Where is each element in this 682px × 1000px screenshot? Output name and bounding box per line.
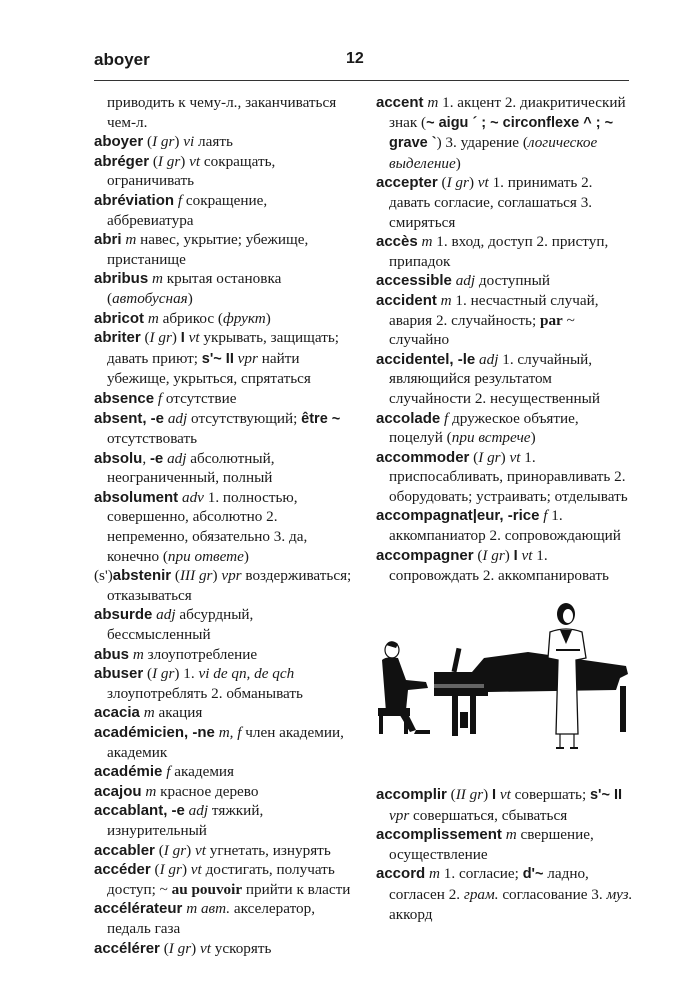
- entry-headword: accommoder: [376, 448, 470, 466]
- entry-grammar-label: m: [147, 309, 159, 327]
- entry-text: крытая остановка (: [107, 270, 282, 307]
- dictionary-entry: [376, 825, 634, 864]
- entry-grammar-label: vpr: [389, 806, 410, 824]
- page-header: [94, 48, 629, 81]
- entry-text: (: [154, 841, 164, 859]
- entry-grammar-label: vpr: [237, 349, 258, 367]
- dictionary-entry: [94, 449, 356, 488]
- entry-text: 1. аккомпаниатор 2. сопровождающий: [389, 507, 621, 545]
- entry-headword: acacia: [94, 704, 140, 722]
- entry-text: красное дерево: [156, 782, 259, 800]
- entry-grammar-label: vt: [521, 546, 533, 564]
- dictionary-entry: [94, 488, 356, 566]
- entry-text: акселератор, педаль газа: [107, 900, 315, 937]
- entry-text: ): [243, 547, 249, 565]
- entry-grammar-label: грам.: [463, 885, 499, 903]
- dictionary-entry: [94, 939, 356, 959]
- entry-text: ): [171, 329, 181, 347]
- entry-text: être ~: [301, 410, 341, 427]
- page-number: 12: [346, 50, 364, 67]
- entry-headword: accord: [376, 865, 426, 883]
- entry-text: член академии, академик: [107, 724, 344, 761]
- entry-text: ): [191, 939, 200, 957]
- entry-grammar-label: vpr: [221, 567, 242, 585]
- entry-headword: abri: [94, 231, 122, 249]
- entry-grammar-label: I gr: [152, 665, 175, 683]
- entry-grammar-label: I gr: [482, 546, 505, 564]
- dictionary-entry: [94, 132, 356, 152]
- entry-headword: accolade: [376, 409, 441, 427]
- dictionary-entry: [94, 93, 356, 132]
- dictionary-entry: [94, 191, 356, 230]
- dictionary-entry: [94, 762, 356, 782]
- entry-text: злоупотребление: [143, 645, 258, 663]
- entry-headword: aboyer: [94, 133, 144, 151]
- pianist-figure: [378, 641, 430, 734]
- entry-grammar-label: f: [543, 507, 548, 525]
- entry-grammar-label: f: [444, 409, 449, 427]
- running-headword: aboyer: [94, 50, 150, 69]
- entry-grammar-label: f: [177, 191, 183, 209]
- entry-text: ) 1.: [174, 665, 199, 683]
- entry-grammar-label: m: [132, 645, 144, 663]
- dictionary-entry: [376, 546, 634, 586]
- entry-grammar-label: vt: [509, 448, 521, 466]
- dictionary-entry: [376, 232, 634, 271]
- entry-text: акация: [154, 704, 203, 722]
- entry-headword: abréger: [94, 152, 150, 170]
- entry-text: отсутствующий;: [187, 409, 302, 427]
- dictionary-entry: [94, 899, 356, 938]
- entry-grammar-label: автобусная: [112, 289, 188, 307]
- piano-illustration-svg: [376, 600, 634, 760]
- entry-text: 1. сопровождать 2. аккомпанировать: [389, 546, 609, 585]
- entry-text: тяжкий, изнурительный: [107, 802, 264, 839]
- entry-text: доступный: [475, 272, 550, 290]
- entry-grammar-label: I gr: [149, 329, 172, 347]
- entry-grammar-label: m, f: [218, 724, 242, 741]
- entry-text: сокращение, аббревиатура: [107, 191, 268, 229]
- entry-text: (: [150, 861, 160, 879]
- entry-text: ладно, согласен 2.: [389, 865, 589, 903]
- entry-grammar-label: vt: [499, 786, 511, 803]
- entry-text: ): [212, 567, 222, 585]
- entry-text: (: [437, 174, 447, 192]
- dictionary-entry: [94, 152, 356, 191]
- entry-grammar-label: I gr: [446, 174, 469, 192]
- entry-text: укрывать, защищать; давать приют;: [107, 329, 339, 367]
- entry-text: 1. принимать 2. давать согласие, соглашаться 3. смиряться: [389, 174, 593, 231]
- right-column: [376, 93, 634, 586]
- entry-grammar-label: m: [427, 94, 439, 111]
- entry-text: злоупотреблять 2. обманывать: [107, 684, 303, 702]
- entry-grammar-label: adj: [479, 350, 499, 368]
- entry-headword: abricot: [94, 309, 145, 327]
- entry-text: I: [180, 330, 185, 347]
- entry-grammar-label: m авт.: [186, 900, 231, 918]
- entry-headword: accident: [376, 291, 437, 309]
- entry-text: d'~: [522, 866, 544, 883]
- entry-text: согласование 3.: [498, 885, 607, 903]
- entry-grammar-label: при ответе: [167, 547, 244, 565]
- entry-grammar-label: I gr: [157, 152, 181, 170]
- entry-headword: accéder: [94, 861, 151, 879]
- entry-headword: accabler: [94, 841, 155, 859]
- entry-headword: accompagner: [376, 546, 474, 564]
- entry-text: 1. приспосабливать, приноравливать 2. оборудовать; устраивать; отделывать: [389, 448, 628, 505]
- right-column-lower: [376, 785, 634, 924]
- entry-text: аккорд: [389, 905, 433, 923]
- entry-headword: accompagnat|eur, -rice: [376, 507, 540, 525]
- entry-grammar-label: f: [166, 763, 171, 781]
- entry-grammar-label: adj: [188, 802, 209, 820]
- entry-grammar-label: vt: [194, 841, 206, 859]
- entry-text: ): [174, 133, 184, 151]
- entry-grammar-label: vt: [189, 152, 201, 170]
- entry-grammar-label: m: [440, 291, 452, 309]
- entry-text: отсутствовать: [107, 430, 198, 448]
- entry-text: отсутствие: [162, 389, 237, 407]
- entry-text: 1. случайный, являющийся результатом случайности 2. несущественный: [389, 350, 600, 407]
- entry-grammar-label: m: [143, 704, 155, 722]
- entry-text: сокращать, ограничивать: [107, 152, 276, 190]
- dictionary-entry: [376, 864, 634, 924]
- entry-grammar-label: I gr: [152, 133, 175, 151]
- dictionary-entry: [94, 309, 356, 329]
- entry-grammar-label: vt: [188, 329, 200, 347]
- entry-text: (: [149, 152, 158, 170]
- entry-grammar-label: vt: [199, 939, 211, 957]
- dictionary-entry: [94, 645, 356, 665]
- entry-headword: accès: [376, 233, 418, 251]
- entry-grammar-label: I gr: [168, 939, 192, 957]
- entry-headword: absent, -e: [94, 409, 165, 427]
- entry-text: ): [187, 289, 193, 307]
- entry-text: (: [446, 786, 456, 803]
- entry-headword: accélérateur: [94, 900, 183, 918]
- entry-text: 1. полностью, совершенно, абсолютно 2. непременно, обязательно 3. да, конечно (: [107, 488, 308, 565]
- entry-grammar-label: adj: [167, 409, 188, 427]
- entry-text: ~ случайно: [389, 311, 575, 349]
- dictionary-entry: [94, 860, 356, 899]
- entry-text: (: [473, 546, 483, 564]
- entry-text: академия: [170, 763, 235, 781]
- entry-text: абсолютный, неограниченный, полный: [107, 449, 275, 487]
- entry-grammar-label: при встрече: [451, 429, 531, 447]
- entry-text: 1. акцент 2. диакритический знак (: [389, 94, 626, 131]
- entry-grammar-label: m: [421, 233, 433, 251]
- entry-text: s'~ II: [201, 350, 234, 367]
- dictionary-entry: [94, 723, 356, 762]
- entry-text: ) 3. ударение (: [436, 134, 528, 152]
- entry-text: абсурдный, бессмысленный: [107, 606, 254, 644]
- entry-grammar-label: vi: [183, 133, 195, 151]
- entry-grammar-label: vt: [190, 861, 202, 879]
- entry-text: ): [530, 429, 536, 447]
- dictionary-entry: [94, 230, 356, 269]
- entry-text: абрикос (: [158, 309, 223, 327]
- entry-grammar-label: III gr: [179, 567, 213, 585]
- entry-headword: acajou: [94, 782, 142, 800]
- entry-headword: accepter: [376, 174, 438, 192]
- dictionary-entry: [94, 389, 356, 409]
- entry-headword: abribus: [94, 270, 149, 288]
- entry-text: 1. несчастный случай, авария 2. случайность;: [389, 291, 599, 329]
- entry-text: au pouvoir: [171, 880, 243, 898]
- entry-text: навес, укрытие; убежище, пристанище: [107, 231, 309, 268]
- grand-piano: [434, 648, 628, 736]
- entry-text: ): [455, 154, 461, 172]
- entry-text: (s'): [94, 567, 113, 585]
- entry-text: ): [504, 546, 514, 564]
- entry-headword: accidentel, -le: [376, 350, 476, 368]
- entry-headword: absolument: [94, 488, 179, 506]
- entry-text: (: [140, 329, 150, 347]
- dictionary-entry: [94, 566, 356, 605]
- dictionary-entry: [376, 785, 634, 825]
- entry-text: лаять: [194, 133, 233, 151]
- entry-text: угнетать, изнурять: [205, 841, 331, 859]
- dictionary-entry: [94, 328, 356, 389]
- entry-text: ): [180, 152, 190, 170]
- entry-text: ускорять: [210, 939, 272, 957]
- entry-headword: accélérer: [94, 939, 160, 957]
- entry-text: ): [483, 786, 493, 803]
- dictionary-entry: [94, 605, 356, 644]
- entry-grammar-label: adv: [181, 488, 204, 506]
- dictionary-entry: [376, 93, 634, 173]
- entry-headword: -e: [149, 449, 164, 467]
- entry-text: 1. вход, доступ 2. приступ, припадок: [389, 233, 609, 270]
- entry-grammar-label: adj: [167, 449, 187, 467]
- entry-headword: abstenir: [112, 567, 172, 585]
- entry-text: (: [159, 939, 169, 957]
- dictionary-entry: [94, 801, 356, 840]
- entry-text: par: [540, 311, 563, 329]
- entry-text: приводить к чему-л., заканчиваться чем-л.: [107, 94, 337, 131]
- entry-headword: absolu: [94, 449, 143, 467]
- entry-grammar-label: I gr: [159, 861, 182, 879]
- entry-text: прийти к власти: [242, 880, 351, 898]
- entry-grammar-label: vi de qn, de qch: [198, 665, 295, 683]
- entry-headword: abréviation: [94, 191, 175, 209]
- entry-grammar-label: adj: [455, 272, 476, 290]
- entry-headword: accablant, -e: [94, 802, 185, 820]
- entry-headword: accent: [376, 94, 424, 111]
- entry-text: (: [143, 133, 153, 151]
- entry-grammar-label: f: [157, 389, 163, 407]
- entry-text: 1. согласие;: [439, 865, 523, 883]
- dictionary-entry: [94, 782, 356, 802]
- entry-grammar-label: m: [429, 865, 440, 883]
- entry-headword: accomplir: [376, 786, 447, 803]
- entry-headword: abus: [94, 645, 130, 663]
- entry-text: (: [469, 448, 479, 466]
- dictionary-entry: [376, 271, 634, 291]
- left-column: [94, 93, 356, 958]
- dictionary-entry: [376, 291, 634, 350]
- dictionary-entry: [376, 409, 634, 448]
- entry-text: ): [468, 174, 478, 192]
- entry-grammar-label: m: [145, 782, 157, 800]
- entry-headword: abriter: [94, 329, 141, 347]
- entry-text: ~ aigu ´ ; ~ circonflexe ^ ; ~ grave `: [389, 114, 614, 152]
- entry-grammar-label: m: [151, 270, 163, 288]
- dictionary-entry: [94, 703, 356, 723]
- entry-grammar-label: фрукт: [222, 309, 266, 327]
- dictionary-entry: [376, 350, 634, 409]
- entry-headword: abuser: [94, 665, 144, 683]
- entry-text: s'~ II: [589, 787, 623, 803]
- entry-text: ,: [142, 449, 150, 467]
- dictionary-entry: [376, 448, 634, 507]
- entry-grammar-label: vt: [477, 174, 489, 192]
- entry-text: ): [500, 448, 510, 466]
- entry-text: (: [171, 567, 180, 585]
- dictionary-entry: [94, 664, 356, 703]
- entry-text: ): [265, 309, 271, 327]
- entry-grammar-label: II gr: [455, 786, 484, 803]
- dictionary-entry: [94, 269, 356, 308]
- entry-text: ): [186, 841, 195, 859]
- entry-headword: absurde: [94, 606, 153, 624]
- dictionary-entry: [94, 841, 356, 861]
- entry-text: свершение, осуществление: [389, 826, 594, 863]
- entry-grammar-label: I gr: [163, 841, 187, 859]
- entry-text: дружеское объятие, поцелуй (: [389, 409, 579, 447]
- entry-headword: accessible: [376, 272, 452, 290]
- entry-grammar-label: логическое выделение: [389, 134, 598, 172]
- entry-headword: accomplissement: [376, 826, 502, 844]
- entry-grammar-label: I gr: [478, 448, 501, 466]
- dictionary-entry: [376, 173, 634, 232]
- dictionary-entry: [376, 506, 634, 545]
- entry-grammar-label: m: [125, 231, 137, 249]
- entry-text: ): [181, 861, 191, 879]
- entry-text: достигать, получать доступ; ~: [107, 861, 335, 898]
- entry-grammar-label: adj: [156, 606, 176, 624]
- entry-headword: absence: [94, 389, 155, 407]
- entry-text: воздерживаться; отказываться: [107, 567, 352, 604]
- entry-text: совершаться, сбываться: [409, 806, 568, 824]
- illustration-pianist-singer: [376, 600, 634, 760]
- entry-headword: académie: [94, 763, 163, 781]
- entry-text: I: [513, 547, 518, 564]
- entry-grammar-label: m: [505, 826, 517, 844]
- entry-text: найти убежище, укрыться, спрятаться: [107, 349, 311, 388]
- entry-text: совершать;: [510, 786, 590, 803]
- dictionary-entry: [94, 409, 356, 449]
- entry-text: I: [492, 787, 497, 803]
- entry-headword: académicien, -ne: [94, 724, 215, 741]
- entry-grammar-label: муз.: [606, 885, 633, 903]
- entry-text: (: [143, 665, 153, 683]
